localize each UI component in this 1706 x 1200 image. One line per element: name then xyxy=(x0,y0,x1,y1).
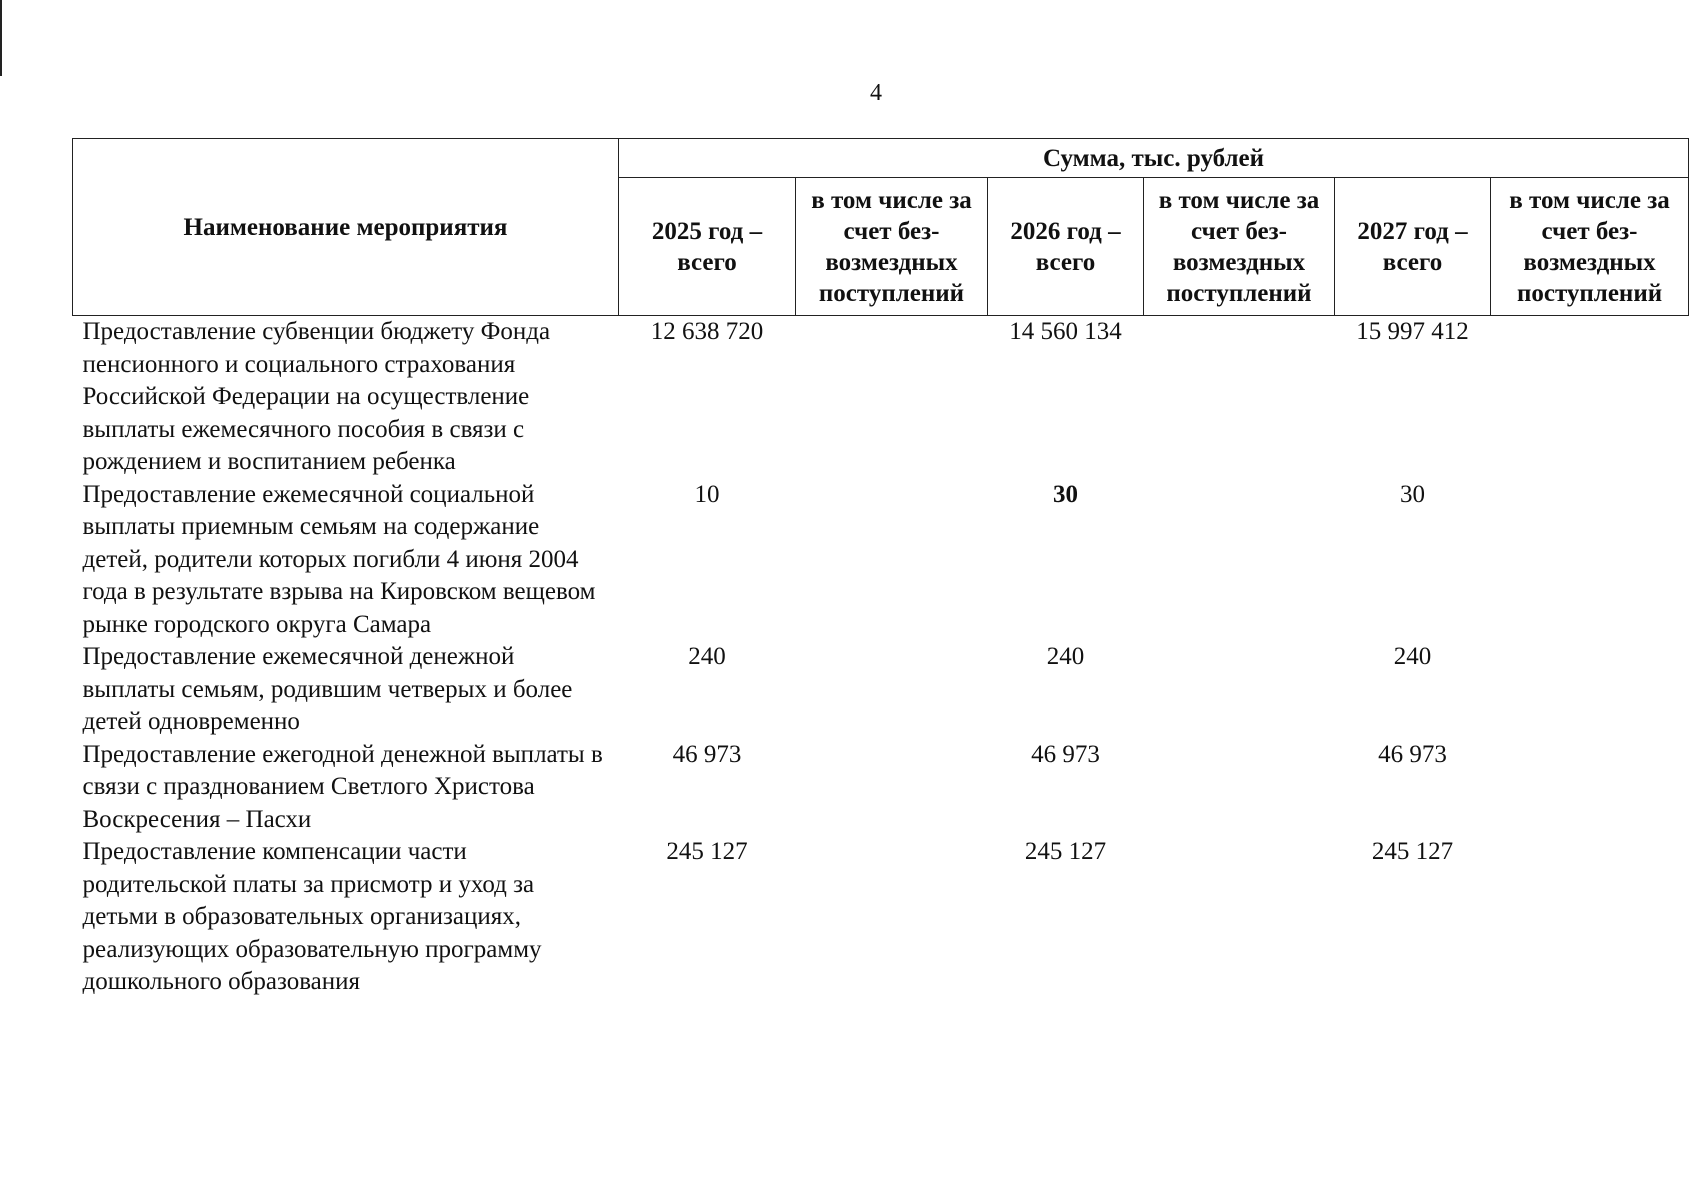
value-2027-total: 15 997 412 xyxy=(1356,318,1469,345)
value-2026-total: 14 560 134 xyxy=(1009,318,1122,345)
value-2027-free xyxy=(1491,836,1689,999)
value-2025-total: 12 638 720 xyxy=(650,318,764,345)
table-row xyxy=(73,836,1689,999)
column-header-2025-free: в том числе за счет без-возмездных поступлений xyxy=(796,178,988,316)
column-header-2025-total: 2025 год – всего xyxy=(619,178,796,316)
value-2026-total: 46 973 xyxy=(1031,740,1100,768)
value-2025-free xyxy=(796,316,988,479)
value-2027-total: 245 127 xyxy=(1371,838,1454,865)
value-2026-total: 240 xyxy=(1046,643,1085,670)
table-row xyxy=(73,641,1689,739)
column-header-2027-total: 2027 год – всего xyxy=(1335,178,1491,316)
scan-edge-mark xyxy=(0,0,2,76)
value-2025-total: 245 127 xyxy=(666,838,748,865)
page-number: 4 xyxy=(870,80,882,106)
value-2026-free xyxy=(1144,316,1335,479)
column-header-2026-free: в том числе за счет без-возмездных поступлений xyxy=(1144,178,1335,316)
measure-name: Предоставление ежемесячной денежной выплаты семьям, родившим четверых и более детей одновременно xyxy=(82,643,573,735)
value-2027-total: 30 xyxy=(1400,480,1425,508)
table-row xyxy=(73,739,1689,837)
table-row xyxy=(73,479,1689,642)
value-2027-free xyxy=(1491,739,1689,837)
value-2027-total: 46 973 xyxy=(1378,740,1447,768)
value-2025-free xyxy=(796,836,988,999)
value-2026-free xyxy=(1144,836,1335,999)
table-body xyxy=(73,316,1689,999)
value-2025-total: 46 973 xyxy=(672,740,742,768)
value-2025-free xyxy=(796,479,988,642)
measure-name: Предоставление субвенции бюджету Фонда пенсионного и социального страхования Российской Федерации на осуществление выплаты ежемесячного пособия в связи с рождением и воспитанием ребенка xyxy=(82,318,551,475)
value-2026-total: 245 127 xyxy=(1024,838,1107,865)
value-2027-free xyxy=(1491,316,1689,479)
column-group-header-sum: Сумма, тыс. рублей xyxy=(619,139,1689,178)
value-2027-free xyxy=(1491,479,1689,642)
value-2025-total: 10 xyxy=(694,480,720,508)
table-row xyxy=(73,316,1689,479)
column-header-2026-total: 2026 год – всего xyxy=(988,178,1144,316)
value-2026-free xyxy=(1144,641,1335,739)
value-2027-free xyxy=(1491,641,1689,739)
measure-name: Предоставление ежегодной денежной выплаты в связи с празднованием Светлого Христова Воскресения – Пасхи xyxy=(82,740,603,833)
value-2026-free xyxy=(1144,479,1335,642)
column-header-name: Наименование мероприятия xyxy=(73,139,619,316)
value-2025-free xyxy=(796,641,988,739)
value-2027-total: 240 xyxy=(1393,643,1432,670)
budget-table xyxy=(72,138,1689,999)
measure-name: Предоставление ежемесячной социальной выплаты приемным семьям на содержание детей, родители которых погибли 4 июня 2004 года в результате взрыва на Кировском вещевом рынке городского округа Самара xyxy=(82,480,596,638)
value-2026-free xyxy=(1144,739,1335,837)
value-2025-free xyxy=(796,739,988,837)
measure-name: Предоставление компенсации части родительской платы за присмотр и уход за детьми в образовательных организациях, реализующих образовательную программу дошкольного образования xyxy=(82,838,542,995)
table-header xyxy=(73,139,1689,316)
column-header-2027-free: в том числе за счет без-возмездных поступлений xyxy=(1491,178,1689,316)
value-2025-total: 240 xyxy=(688,643,726,670)
value-2026-total: 30 xyxy=(1053,480,1078,508)
